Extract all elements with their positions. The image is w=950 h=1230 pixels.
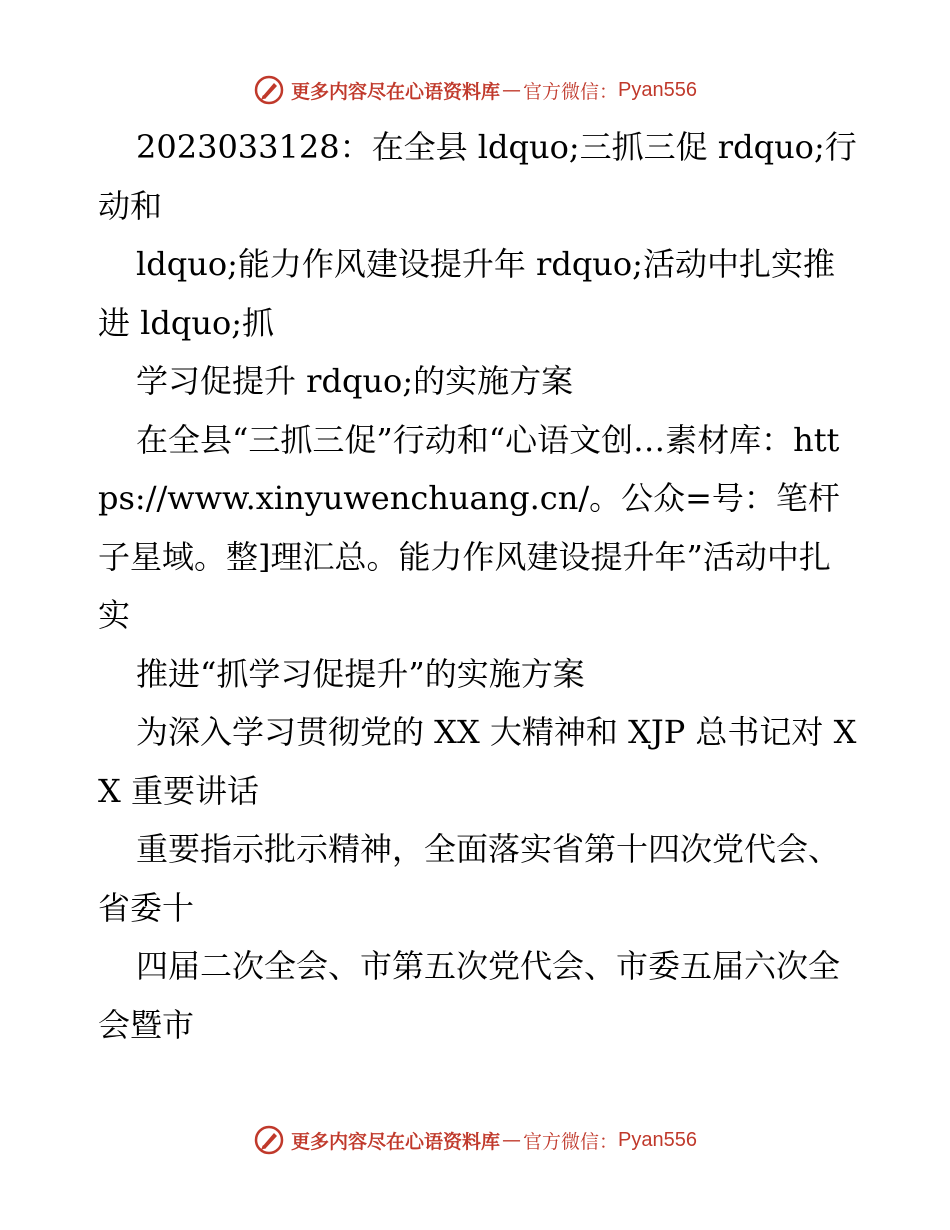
watermark-wechat-id: Pyan556 — [618, 78, 697, 101]
watermark-wechat-id: Pyan556 — [618, 1128, 697, 1151]
paragraph: 在全县“三抓三促”行动和“心语文创…素材库：https://www.xinyuwenchuang.cn/。公众=号：笔杆子星域。整]理汇总。能力作风建设提升年”活动中扎实 — [98, 420, 840, 634]
paragraph: 为深入学习贯彻党的 XX 大精神和 XJP 总书记对 XX 重要讲话 — [98, 713, 857, 810]
watermark-main-text: 更多内容尽在心语资料库 — [291, 80, 501, 103]
watermark-dash: — — [502, 1129, 522, 1151]
paragraph: 四届二次全会、市第五次党代会、市委五届六次全会暨市 — [98, 947, 841, 1044]
pen-nib-logo-icon — [253, 74, 285, 106]
paragraph: 2023033128：在全县 ldquo;三抓三促 rdquo;行动和 — [98, 128, 857, 225]
watermark-sub-text: 官方微信： — [523, 80, 619, 103]
pen-nib-logo-icon — [253, 1124, 285, 1156]
paragraph: ldquo;能力作风建设提升年 rdquo;活动中扎实推进 ldquo;抓 — [98, 245, 835, 342]
document-body — [98, 118, 858, 1054]
paragraph: 重要指示批示精神，全面落实省第十四次党代会、省委十 — [98, 830, 841, 927]
footer-watermark — [0, 1120, 950, 1160]
header-watermark — [0, 70, 950, 110]
watermark-dash: — — [502, 79, 522, 101]
paragraph: 学习促提升 rdquo;的实施方案 — [136, 362, 574, 400]
watermark-main-text: 更多内容尽在心语资料库 — [291, 1130, 501, 1153]
watermark-sub-text: 官方微信： — [523, 1130, 619, 1153]
paragraph: 推进“抓学习促提升”的实施方案 — [136, 654, 585, 693]
